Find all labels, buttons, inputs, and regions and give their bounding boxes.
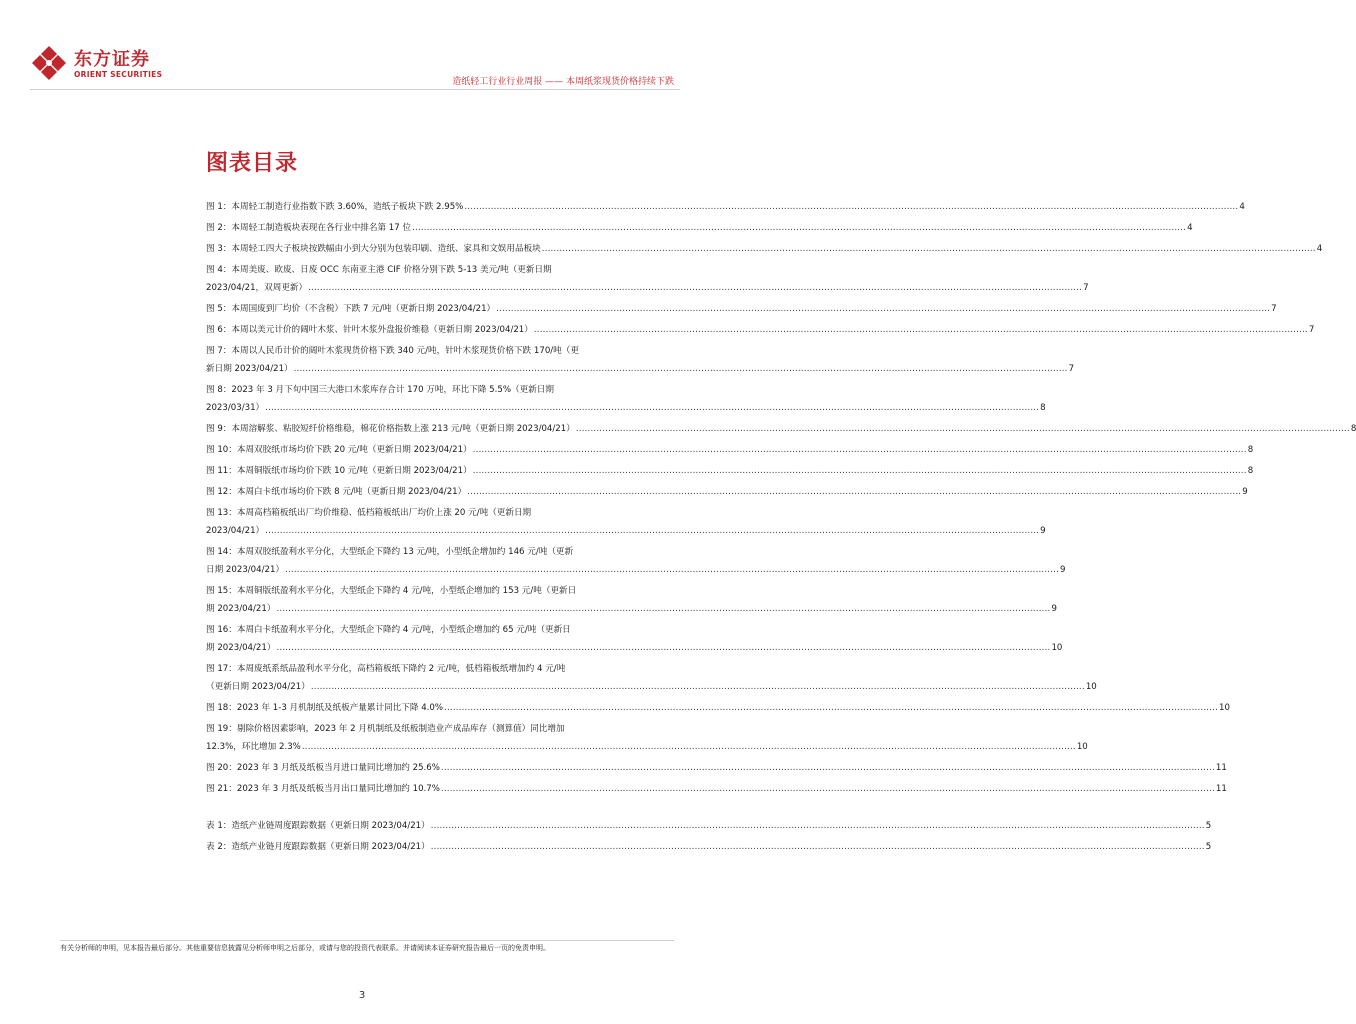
table-list [206, 817, 1212, 856]
dot-leader [431, 817, 1205, 835]
figure-page-number: 7 [1083, 283, 1089, 293]
brand-name-en: ORIENT SECURITIES [74, 70, 163, 79]
figure-page-number: 8 [1247, 445, 1254, 455]
dot-leader [473, 462, 1247, 480]
figure-entry-text: 图 5：本周国废到厂均价（不含税）下跌 7 元/吨（更新日期 2023/04/21） [206, 304, 496, 314]
dot-leader [441, 780, 1215, 798]
figure-entry[interactable] [206, 504, 1046, 540]
figure-entry[interactable] [206, 780, 1227, 798]
figure-entry-text: 图 12：本周白卡纸市场均价下跌 8 元/吨（更新日期 2023/04/21） [206, 487, 467, 497]
figure-entry-text: 图 9：本周溶解浆、粘胶短纤价格维稳，棉花价格指数上涨 213 元/吨（更新日期 2023/04/21） [206, 424, 575, 434]
figure-page-number: 11 [1215, 784, 1227, 794]
figure-page-number: 4 [1187, 223, 1193, 233]
page-header [0, 0, 724, 96]
figure-page-number: 8 [1040, 403, 1046, 413]
figure-entry-text: 新日期 2023/04/21） [206, 364, 293, 374]
section-gap [206, 801, 672, 817]
figure-entry-text: 图 14：本周双胶纸盈利水平分化，大型纸企下降约 13 元/吨，小型纸企增加约 146 元/吨（更新 [206, 547, 574, 557]
figure-entry-text: 图 8：2023 年 3 月下旬中国三大港口木浆库存合计 170 万吨，环比下降 5.5%（更新日期 [206, 385, 554, 395]
figure-entry-text: 图 11：本周铜版纸市场均价下跌 10 元/吨（更新日期 2023/04/21） [206, 466, 472, 476]
table-entry[interactable] [206, 817, 1212, 835]
dot-leader [534, 321, 1308, 339]
dot-leader [576, 420, 1350, 438]
table-of-figures [206, 198, 1356, 859]
dot-leader [308, 279, 1082, 297]
figure-entry[interactable] [206, 198, 1245, 216]
dot-leader [444, 699, 1218, 717]
figure-entry-text: 图 15：本周铜版纸盈利水平分化，大型纸企下降约 4 元/吨，小型纸企增加约 153 元/吨（更新日 [206, 586, 577, 596]
figure-entry[interactable] [206, 342, 1075, 378]
dot-leader [464, 198, 1238, 216]
dot-leader [473, 441, 1247, 459]
dot-leader [294, 360, 1068, 378]
figure-page-number: 10 [1051, 643, 1063, 653]
figure-entry[interactable] [206, 240, 1323, 258]
table-page-number: 5 [1205, 842, 1212, 852]
figure-entry[interactable] [206, 420, 1356, 438]
figure-page-number: 8 [1247, 466, 1254, 476]
footer-divider [60, 940, 674, 941]
figure-entry[interactable] [206, 582, 1057, 618]
dot-leader [311, 678, 1085, 696]
table-entry-text: 表 1：造纸产业链周度跟踪数据（更新日期 2023/04/21） [206, 821, 430, 831]
figure-list [206, 198, 1356, 798]
orient-securities-logo-icon [30, 44, 68, 82]
figure-page-number: 4 [1316, 244, 1323, 254]
report-title: 造纸轻工行业行业周报 —— 本周纸浆现货价格持续下跌 [452, 77, 674, 87]
table-page-number: 5 [1205, 821, 1212, 831]
figure-page-number: 8 [1350, 424, 1356, 434]
dot-leader [467, 483, 1241, 501]
figure-entry-text: 图 4：本周美废、欧废、日废 OCC 东南亚主港 CIF 价格分别下跌 5-13 美元/吨（更新日期 [206, 265, 552, 275]
table-entry[interactable] [206, 838, 1212, 856]
figure-entry[interactable] [206, 321, 1315, 339]
figure-entry-text: 图 19：剔除价格因素影响，2023 年 2 月机制纸及纸板制造业产成品库存（测算值）同比增加 [206, 724, 565, 734]
figure-entry[interactable] [206, 759, 1227, 777]
figure-entry-text: 图 17：本周废纸系纸品盈利水平分化，高档箱板纸下降约 2 元/吨，低档箱板纸增加约 4 元/吨 [206, 664, 566, 674]
dot-leader [542, 240, 1316, 258]
figure-page-number: 10 [1219, 703, 1230, 713]
figure-entry-text: 图 20：2023 年 3 月纸及纸板当月进口量同比增加约 25.6% [206, 763, 440, 773]
figure-entry[interactable] [206, 543, 1066, 579]
figure-entry[interactable] [206, 720, 1088, 756]
dot-leader [276, 639, 1050, 657]
figure-entry-text: 图 3：本周轻工四大子板块按跌幅由小到大分别为包装印刷、造纸、家具和文娱用品板块 [206, 244, 541, 254]
figure-entry-text: 2023/04/21，双周更新） [206, 283, 308, 293]
header-divider [30, 89, 680, 90]
figure-page-number: 9 [1242, 487, 1248, 497]
figure-page-number: 9 [1060, 565, 1066, 575]
figure-entry[interactable] [206, 483, 1248, 501]
figure-page-number: 11 [1215, 763, 1227, 773]
disclaimer-text: 有关分析师的申明，见本报告最后部分。其他重要信息披露见分析师申明之后部分，或请与您的投资代表联系。并请阅读本证券研究报告最后一页的免责申明。 [60, 944, 550, 952]
dot-leader [496, 300, 1270, 318]
figure-entry[interactable] [206, 621, 1063, 657]
figure-entry[interactable] [206, 699, 1230, 717]
toc-heading: 图表目录 [206, 151, 299, 176]
figure-page-number: 4 [1239, 202, 1245, 212]
figure-entry[interactable] [206, 462, 1254, 480]
figure-entry[interactable] [206, 219, 1193, 237]
table-entry-text: 表 2：造纸产业链月度跟踪数据（更新日期 2023/04/21） [206, 842, 430, 852]
figure-page-number: 9 [1051, 604, 1057, 614]
figure-entry-text: 2023/03/31） [206, 403, 265, 413]
page-number: 3 [358, 990, 366, 1001]
figure-entry-text: 图 6：本周以美元计价的阔叶木浆、针叶木浆外盘报价维稳（更新日期 2023/04/21） [206, 325, 533, 335]
figure-entry[interactable] [206, 381, 1046, 417]
figure-entry-text: 日期 2023/04/21） [206, 565, 285, 575]
dot-leader [265, 522, 1039, 540]
figure-entry-text: （更新日期 2023/04/21） [206, 682, 310, 692]
figure-entry-text: 图 18：2023 年 1-3 月机制纸及纸板产量累计同比下降 4.0% [206, 703, 444, 713]
figure-page-number: 10 [1076, 742, 1088, 752]
figure-entry-text: 图 2：本周轻工制造板块表现在各行业中排名第 17 位 [206, 223, 412, 233]
figure-entry-text: 图 13：本周高档箱板纸出厂均价维稳、低档箱板纸出厂均价上涨 20 元/吨（更新日期 [206, 508, 532, 518]
figure-entry[interactable] [206, 660, 1097, 696]
figure-entry[interactable] [206, 261, 1089, 297]
figure-page-number: 7 [1308, 325, 1315, 335]
dot-leader [285, 561, 1059, 579]
figure-entry-text: 期 2023/04/21） [206, 643, 276, 653]
figure-page-number: 10 [1085, 682, 1097, 692]
figure-entry-text: 2023/04/21） [206, 526, 265, 536]
figure-entry-text: 期 2023/04/21） [206, 604, 276, 614]
figure-entry-text: 12.3%，环比增加 2.3% [206, 742, 301, 752]
figure-entry[interactable] [206, 441, 1254, 459]
brand-name-cn: 东方证券 [74, 49, 150, 70]
brand-logo [30, 44, 190, 84]
dot-leader [265, 399, 1039, 417]
figure-entry[interactable] [206, 300, 1277, 318]
dot-leader [412, 219, 1186, 237]
figure-page-number: 7 [1068, 364, 1075, 374]
figure-page-number: 9 [1040, 526, 1046, 536]
dot-leader [302, 738, 1076, 756]
dot-leader [431, 838, 1205, 856]
dot-leader [276, 600, 1050, 618]
figure-entry-text: 图 16：本周白卡纸盈利水平分化，大型纸企下降约 4 元/吨，小型纸企增加约 65 元/吨（更新日 [206, 625, 571, 635]
dot-leader [441, 759, 1215, 777]
figure-entry-text: 图 7：本周以人民币计价的阔叶木浆现货价格下跌 340 元/吨，针叶木浆现货价格下跌 170/吨（更 [206, 346, 579, 356]
figure-entry-text: 图 10：本周双胶纸市场均价下跌 20 元/吨（更新日期 2023/04/21） [206, 445, 472, 455]
figure-entry-text: 图 21：2023 年 3 月纸及纸板当月出口量同比增加约 10.7% [206, 784, 440, 794]
figure-entry-text: 图 1：本周轻工制造行业指数下跌 3.60%，造纸子板块下跌 2.95% [206, 202, 464, 212]
figure-page-number: 7 [1271, 304, 1277, 314]
